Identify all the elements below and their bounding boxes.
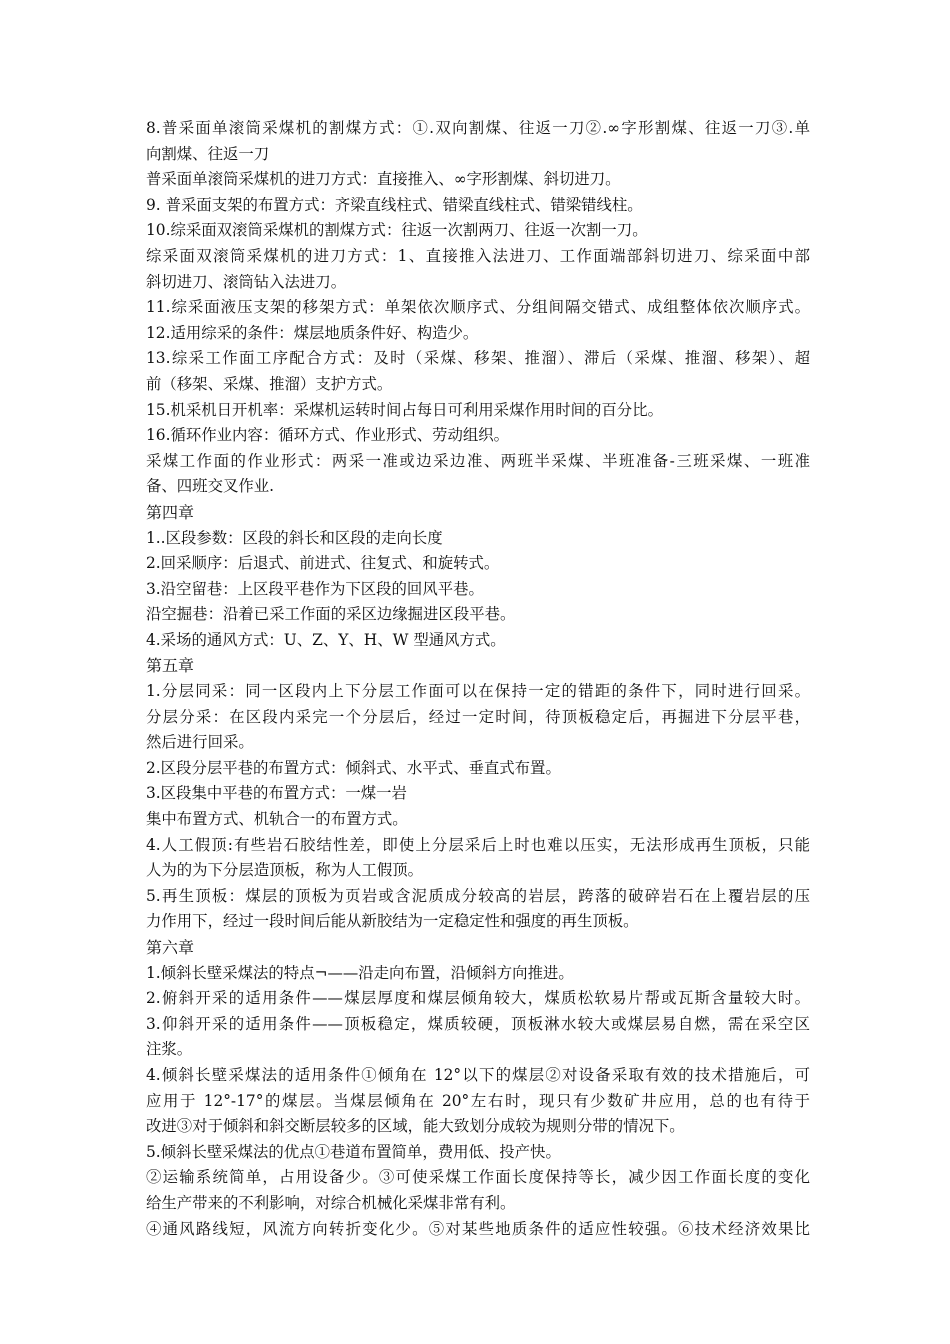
text-line: 2.回采顺序：后退式、前进式、往复式、和旋转式。 — [146, 554, 500, 573]
text-line: 普采面单滚筒采煤机的进刀方式：直接推入、∞字形割煤、斜切进刀。 — [146, 170, 621, 189]
text-line: 向割煤、往返一刀 — [146, 144, 270, 163]
text-line: 综采面双滚筒采煤机的进刀方式：1、直接推入法进刀、工作面端部斜切进刀、综采面中部 — [146, 246, 810, 265]
document-page — [146, 116, 810, 1242]
text-line: 斜切进刀、滚筒钻入法进刀。 — [146, 272, 347, 291]
text-line: ④通风路线短，风流方向转折变化少。⑤对某些地质条件的适应性较强。⑥技术经济效果比 — [146, 1219, 810, 1238]
text-line: 13.综采工作面工序配合方式：及时（采煤、移架、推溜）、滞后（采煤、推溜、移架）、超 — [146, 349, 810, 368]
text-line: 5.倾斜长壁采煤法的优点①巷道布置简单，费用低、投产快。 — [146, 1142, 561, 1161]
text-line: 力作用下，经过一段时间后能从新胶结为一定稳定性和强度的再生顶板。 — [146, 912, 639, 931]
text-line: 沿空掘巷：沿着已采工作面的采区边缘掘进区段平巷。 — [146, 605, 516, 624]
text-line: 15.机采机日开机率：采煤机运转时间占每日可利用采煤作用时间的百分比。 — [146, 400, 663, 419]
text-line: 人为的为下分层造顶板，称为人工假顶。 — [146, 861, 424, 880]
text-line: 备、四班交叉作业. — [146, 477, 275, 496]
text-line: 采煤工作面的作业形式：两采一准或边采边准、两班半采煤、半班准备-三班采煤、一班准 — [146, 451, 810, 470]
chapter-heading: 第四章 — [146, 502, 195, 522]
text-line: 改进③对于倾斜和斜交断层较多的区域，能大致划分成较为规则分带的情况下。 — [146, 1117, 685, 1136]
text-line: 应用于 12°-17°的煤层。当煤层倾角在 20°左右时，现只有少数矿井应用，总的也有待于 — [146, 1091, 810, 1110]
text-line: 9. 普采面支架的布置方式：齐梁直线柱式、错梁直线柱式、错梁错线柱。 — [146, 195, 643, 214]
text-line: 3.沿空留巷：上区段平巷作为下区段的回风平巷。 — [146, 579, 484, 598]
text-line: 4.采场的通风方式：U、Z、Y、H、W 型通风方式。 — [146, 630, 506, 649]
text-line: 前（移架、采煤、推溜）支护方式。 — [146, 374, 393, 393]
text-line: 4.人工假顶:有些岩石胶结性差，即使上分层采后上时也难以压实，无法形成再生顶板，只能 — [146, 835, 810, 854]
text-line: 4.倾斜长壁采煤法的适用条件①倾角在 12°以下的煤层②对设备采取有效的技术措施后，可 — [146, 1065, 810, 1084]
text-line: 分层分采：在区段内采完一个分层后，经过一定时间，待顶板稳定后，再掘进下分层平巷， — [146, 707, 810, 726]
text-line: 注浆。 — [146, 1040, 193, 1059]
text-line: 11.综采面液压支架的移架方式：单架依次顺序式、分组间隔交错式、成组整体依次顺序式。 — [146, 298, 810, 317]
text-line: 2.俯斜开采的适用条件——煤层厚度和煤层倾角较大，煤质松软易片帮或瓦斯含量较大时。 — [146, 989, 810, 1008]
text-line: 5.再生顶板：煤层的顶板为页岩或含泥质成分较高的岩层，跨落的破碎岩石在上覆岩层的压 — [146, 886, 810, 905]
text-line: 3.仰斜开采的适用条件——顶板稳定，煤质较硬，顶板淋水较大或煤层易自燃，需在采空区 — [146, 1014, 810, 1033]
text-line: 3.区段集中平巷的布置方式：一煤一岩 — [146, 784, 407, 803]
text-line: 12.适用综采的条件：煤层地质条件好、构造少。 — [146, 323, 479, 342]
text-line: 1.倾斜长壁采煤法的特点¬——沿走向布置，沿倾斜方向推进。 — [146, 963, 574, 982]
text-line: 10.综采面双滚筒采煤机的割煤方式：往返一次割两刀、往返一次割一刀。 — [146, 221, 648, 240]
chapter-heading: 第六章 — [146, 938, 195, 957]
text-line: ②运输系统简单，占用设备少。③可使采煤工作面长度保持等长，减少因工作面长度的变化 — [146, 1168, 810, 1187]
text-line: 1..区段参数：区段的斜长和区段的走向长度 — [146, 528, 443, 547]
text-line: 给生产带来的不利影响，对综合机械化采煤非常有利。 — [146, 1193, 516, 1212]
text-line: 16.循环作业内容：循环方式、作业形式、劳动组织。 — [146, 426, 510, 445]
text-line: 8.普采面单滚筒采煤机的割煤方式：①.双向割煤、往返一刀②.∞字形割煤、往返一刀③.单 — [146, 119, 810, 137]
chapter-heading: 第五章 — [146, 656, 195, 676]
text-line: 集中布置方式、机轨合一的布置方式。 — [146, 810, 408, 829]
text-line: 2.区段分层平巷的布置方式：倾斜式、水平式、垂直式布置。 — [146, 758, 561, 777]
text-line: 然后进行回采。 — [146, 733, 254, 752]
text-line: 1.分层同采：同一区段内上下分层工作面可以在保持一定的错距的条件下，同时进行回采。 — [146, 682, 810, 701]
